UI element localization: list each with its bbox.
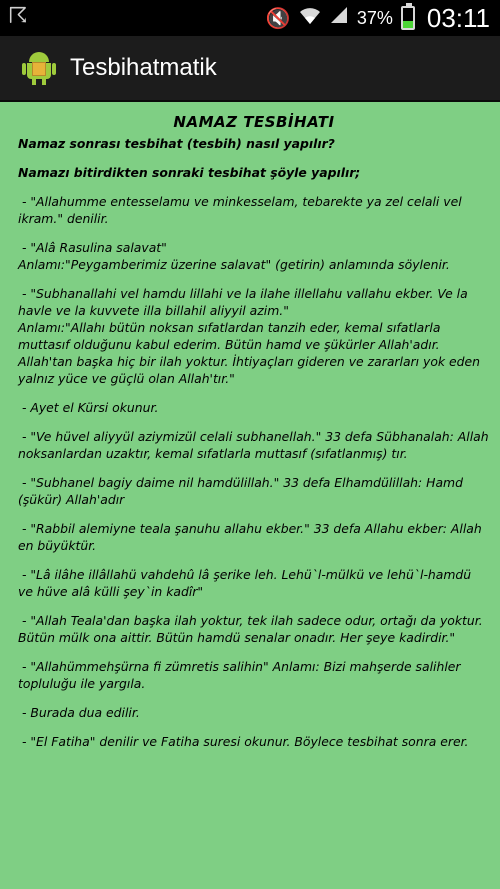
content-paragraph: - "Allahümmehşürna fi zümretis salihin" Anlamı: Bizi mahşerde salihler topluluğu ile yargıla. [18,659,465,691]
android-app-icon[interactable] [22,50,56,86]
status-icons [266,0,490,36]
battery-icon [401,6,415,30]
page-heading: NAMAZ TESBİHATI [173,113,335,131]
content-paragraph: - "Subhanallahi vel hamdu lillahi ve la ilahe illellahu vallahu ekber. Ve la havle ve la kuvvete illa billahil aliyyil azim." Anlamı:"Allahı bütün noksan sıfatlardan tanzih eder, kemal sıfatlarla muttasıf olduğunu kabul ederim. Bütün hamd ve şükürler Allah'adır. Allah'tan başka hiç bir ilah yoktur. İhtiyaçları gideren ve zararları yok eden yalnız yüce ve güçlü olan Allah'tır." [18,286,481,386]
paragraph-list [18,135,493,750]
content-paragraph: - "Allahumme entesselamu ve minkesselam, tebarekte ya zel celali vel ikram." denilir. [18,194,466,226]
content-paragraph: Namaz sonrası tesbihat (tesbih) nasıl yapılır? [18,136,335,151]
signal-icon [329,0,349,36]
content-paragraph: - "El Fatiha" denilir ve Fatiha suresi okunur. Böylece tesbihat sonra erer. [18,734,469,749]
content-paragraph: - "Lâ ilâhe illâllahü vahdehû lâ şerike leh. Lehü`l-mülkü ve lehü`l-hamdü ve hüve alâ külli şey`in kadîr" [18,567,476,599]
content-paragraph: - "Alâ Rasulina salavat" Anlamı:"Peygamberimiz üzerine salavat" (getirin) anlamında söylenir. [18,240,450,272]
status-bar [0,0,500,36]
wifi-icon [299,0,321,36]
mute-icon: 🔇 [265,6,291,30]
content-paragraph: - "Rabbil alemiyne teala şanuhu allahu ekber." 33 defa Allahu ekber: Allah en büyüktür. [18,521,486,553]
content-paragraph: - Burada dua edilir. [18,705,140,720]
content-paragraph: - "Ve hüvel aliyyül aziymizül celali subhanellah." 33 defa Sübhanalah: Allah noksanlardan uzaktır, kemal sıfatlarla muttasıf (sıfatlanmış) tır. [18,429,493,461]
action-bar [0,36,500,102]
usb-icon: ☈ [8,4,28,29]
app-title: Tesbihatmatik [70,54,217,81]
clock: 03:11 [426,2,490,33]
content-paragraph: - "Allah Teala'dan başka ilah yoktur, tek ilah sadece odur, ortağı da yoktur. Bütün mülk ona aittir. Bütün hamdü senalar onadır. Her şeye kadirdir." [18,613,487,645]
tesbihat-content[interactable] [0,102,500,889]
content-paragraph: - "Subhanel bagiy daime nil hamdülillah." 33 defa Elhamdülillah: Hamd (şükür) Allah'adır [18,475,467,507]
content-paragraph: - Ayet el Kürsi okunur. [18,400,159,415]
battery-percent: 37% [356,7,393,28]
content-paragraph: Namazı bitirdikten sonraki tesbihat şöyle yapılır; [18,165,361,180]
